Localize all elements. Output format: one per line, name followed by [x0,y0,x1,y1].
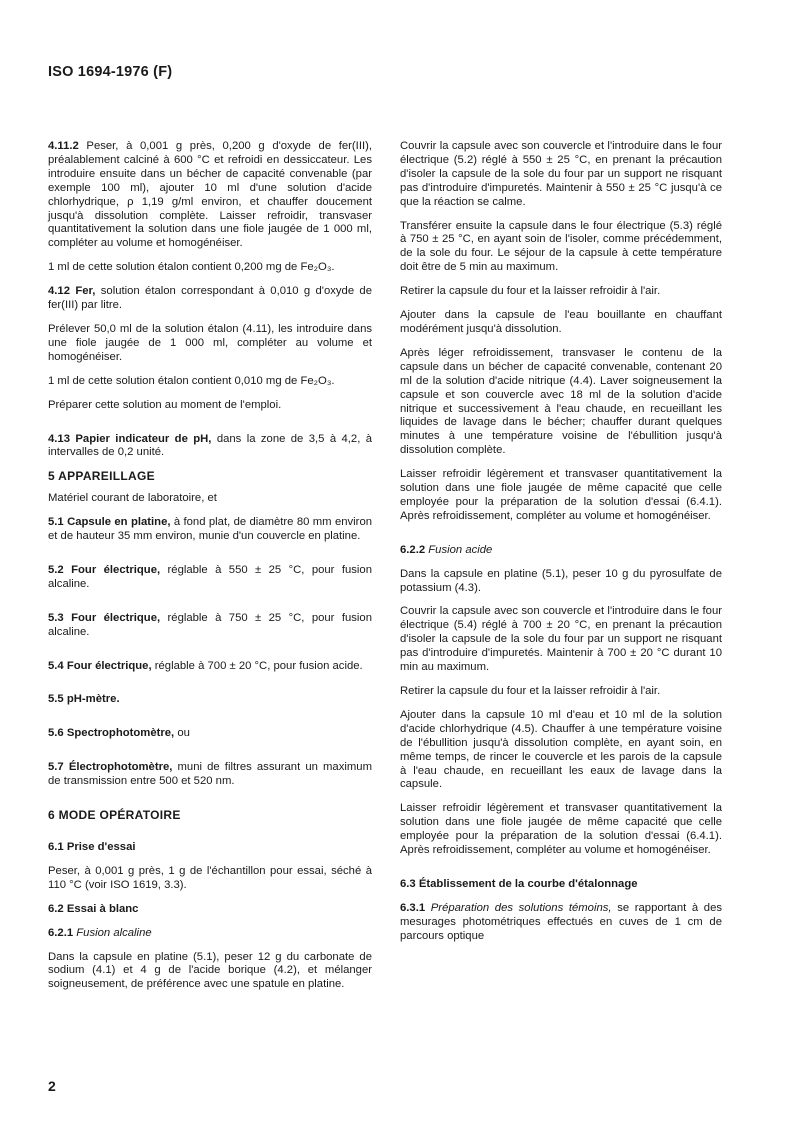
paragraph: Laisser refroidir légèrement et transvaser quantitativement la solution dans une fiole jaugée de même capacité que celle employée pour la préparation de la solution d'essai (6.4.1). Après refroidissement, compléter au volume et homogénéiser. [400,468,722,522]
paragraph-text: réglable à 750 ± 25 °C, pour fusion alcaline. [48,611,372,638]
spacer [48,650,372,660]
paragraph: Matériel courant de laboratoire, et [48,492,217,505]
section-term: Four électrique, [63,659,152,672]
section-term: Fusion acide [425,543,493,556]
section-number: 6.3 [400,877,416,890]
section-term: Four électrique, [63,563,161,576]
section-number: 6.2.2 [400,543,426,556]
section-term: Essai à blanc [63,902,139,915]
section-term: Établissement de la courbe d'étalonnage [415,877,638,890]
paragraph: Peser, à 0,001 g près, 1 g de l'échantillon pour essai, séché à 110 °C (voir ISO 1619, 3.3). [48,864,372,891]
section-number: 6.3.1 [400,901,426,914]
heading-section-6: 6 MODE OPÉRATOIRE [48,808,181,823]
section-number: 5.1 [48,516,64,529]
section-6-1 [48,841,372,855]
spacer [48,423,372,433]
paragraph: Prélever 50,0 ml de la solution étalon (4.11), les introduire dans une fiole jaugée de 1 000 ml, compléter au volume et homogénéiser. [48,322,372,363]
paragraph: Après léger refroidissement, transvaser le contenu de la capsule dans un bécher de capacité convenable, contenant 20 ml de la solution d'acide nitrique (4.4). Laver soigneusement la capsule et son couvercle avec 18 ml de la solution d'acide nitrique et successivement à l'eau chaude, en recueillant les liquides de lavage dans le bécher; chauffer durant quelques minutes à une température voisine de l'ébullition jusqu'à dissolution complète. [400,346,722,457]
paragraph-text: muni de filtres assurant un maximum de transmission entre 500 et 520 nm. [48,761,372,788]
section-6-2-1 [48,927,372,941]
section-number: 4.12 [48,285,70,298]
section-5-4 [48,660,372,674]
section-5-6 [48,727,372,741]
document-header: ISO 1694-1976 (F) [48,64,173,80]
section-4-13 [48,433,372,461]
heading-section-5: 5 APPAREILLAGE [48,469,155,484]
section-term: Fusion alcaline [73,926,152,939]
spacer [48,602,372,612]
spacer [48,683,372,693]
section-5-2 [48,564,372,592]
section-number: 5.6 [48,727,64,740]
paragraph: 1 ml de cette solution étalon contient 0,010 mg de Fe₂O₃. [48,374,335,387]
paragraph-text: à fond plat, de diamètre 80 mm environ et de hauteur 35 mm environ, munie d'un couvercle en platine. [48,516,373,543]
spacer [400,534,722,544]
paragraph: 1 ml de cette solution étalon contient 0,200 mg de Fe₂O₃. [48,261,335,274]
section-5-7 [48,761,372,789]
section-number: 5.5 [48,693,64,706]
spacer [48,717,372,727]
section-4-11-2 [48,140,372,251]
paragraph-text: réglable à 550 ± 25 °C, pour fusion alcaline. [48,563,372,590]
section-5-5 [48,693,372,707]
spacer [48,831,372,841]
spacer [48,554,372,564]
section-number: 5.7 [48,761,64,774]
paragraph: Couvrir la capsule avec son couvercle et l'introduire dans le four électrique (5.4) réglé à 700 ± 20 °C, en prenant la précaution d'isoler la capsule de la sole du four par un support ne risquant pas d'introduire d'impuretés. Maintenir à 700 ± 20 °C durant 10 min au maximum. [400,605,722,674]
section-term: Fer, [70,285,96,298]
paragraph: Transférer ensuite la capsule dans le four électrique (5.3) réglé à 750 ± 25 °C, en ayant soin de l'isoler, comme précédemment, de la sole du four. Le séjour de la capsule à cette température doit être de 5 min au maximum. [400,219,722,274]
paragraph-text: ou [174,727,190,740]
spacer [48,751,372,761]
paragraph: Retirer la capsule du four et la laisser refroidir à l'air. [400,285,661,298]
page-number: 2 [48,1078,56,1094]
section-4-12 [48,285,372,313]
paragraph-text: Peser, à 0,001 g près, 0,200 g d'oxyde de fer(III), préalablement calciné à 600 °C et refroidi en dessiccateur. Les introduire ensuite dans un bécher de capacité convenable (par exemple 100 ml), ajouter 10 ml d'une solution d'acide chlorhydrique, ρ 1,19 g/ml environ, et chauffer doucement jusqu'à dissolution complète. Laisser refroidir, transvaser quantitativement la solution dans une fiole jaugée de 1 000 ml, compléter au volume et homogénéiser. [48,140,372,250]
paragraph-text: solution étalon correspondant à 0,010 g d'oxyde de fer(III) par litre. [48,285,372,312]
paragraph: Laisser refroidir légèrement et transvaser quantitativement la solution dans une fiole jaugée de même capacité que celle employée pour la préparation de la solution d'essai (6.4.1). Après refroidissement, compléter au volume et homogénéiser. [400,802,722,857]
section-6-2-2 [400,544,722,558]
section-number: 4.11.2 [48,140,79,152]
section-term: Four électrique, [63,611,161,624]
section-6-3-1 [400,902,722,944]
spacer [400,868,722,878]
section-number: 4.13 [48,432,70,445]
paragraph: Retirer la capsule du four et la laisser refroidir à l'air. [400,685,661,697]
section-term: Spectrophotomètre, [63,727,175,740]
paragraph: Préparer cette solution au moment de l'emploi. [48,398,282,411]
section-5-1 [48,516,372,544]
paragraph: Couvrir la capsule avec son couvercle et l'introduire dans le four électrique (5.2) réglé à 550 ± 25 °C, en prenant la précaution d'isoler la capsule de la sole du four par un support ne risquant pas d'introduire d'impuretés. Maintenir à 550 ± 25 °C jusqu'à ce que la réaction se calme. [400,140,722,208]
left-column [48,140,372,1002]
section-number: 5.2 [48,563,64,576]
section-term: Préparation des solutions témoins, [425,901,612,914]
paragraph-text: réglable à 700 ± 20 °C, pour fusion acide. [151,659,363,672]
section-number: 6.2 [48,902,64,915]
section-term: Électrophotomètre, [63,761,173,774]
section-number: 5.4 [48,659,64,672]
section-number: 6.2.1 [48,926,74,939]
paragraph: Ajouter dans la capsule 10 ml d'eau et 10 ml de la solution d'acide chlorhydrique (4.5). Chauffer à une température voisine de l'ébullition jusqu'à dissolution complète, en ayant soin, en même temps, de rincer le couvercle et les parois de la capsule à l'eau chaude, en recueillant les eaux de lavage dans la capsule. [400,708,722,791]
section-term: Papier indicateur de pH, [70,432,212,445]
section-term: Prise d'essai [63,841,136,853]
paragraph-text: dans la zone de 3,5 à 4,2, à intervalles de 0,2 unité. [48,432,372,459]
paragraph: Ajouter dans la capsule de l'eau bouillante en chauffant modérément jusqu'à dissolution. [400,309,722,335]
section-6-3 [400,878,722,892]
section-5-3 [48,612,372,640]
paragraph: Dans la capsule en platine (5.1), peser 10 g du pyrosulfate de potassium (4.3). [400,567,722,594]
section-6-2 [48,903,372,917]
paragraph-text: se rapportant à des mesurages photométriques effectués en cuves de 1 cm de parcours optique [400,901,722,942]
section-term: pH-mètre. [63,693,120,706]
right-column [400,140,722,954]
paragraph: Dans la capsule en platine (5.1), peser 12 g du carbonate de sodium (4.1) et 4 g de l'acide borique (4.2), et mélanger soigneusement, de préférence avec une spatule en platine. [48,950,372,991]
section-term: Capsule en platine, [63,516,171,529]
section-number: 5.3 [48,611,64,624]
section-number: 6.1 [48,841,64,853]
